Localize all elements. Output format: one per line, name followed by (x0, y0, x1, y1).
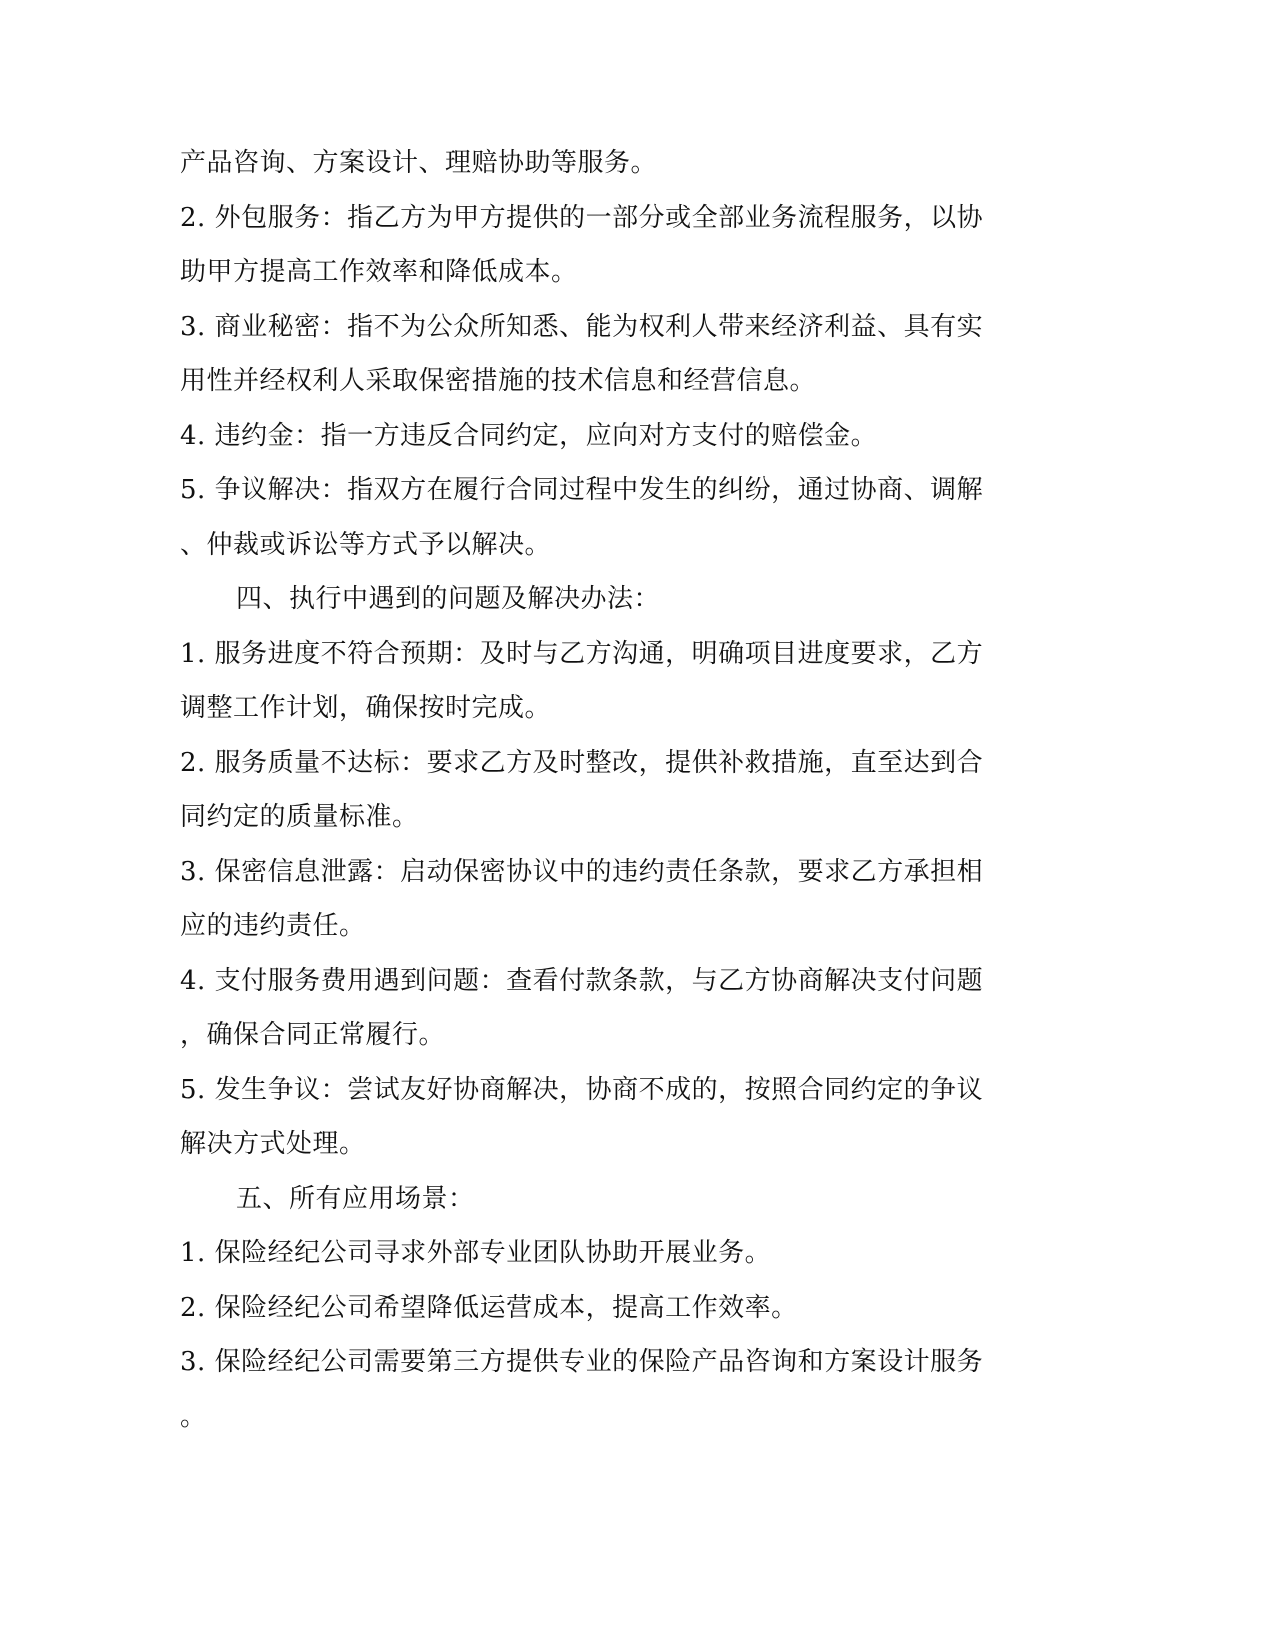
text-line: 解决方式处理。 (180, 1129, 366, 1159)
list-item-scenario-3: 3. 保险经纪公司需要第三方提供专业的保险产品咨询和方案设计服务 (180, 1347, 984, 1377)
section-heading-problems-solutions: 四、执行中遇到的问题及解决办法： (236, 584, 661, 614)
list-item-trade-secret: 3. 商业秘密：指不为公众所知悉、能为权利人带来经济利益、具有实 (180, 311, 984, 342)
text-line: 应的违约责任。 (180, 911, 366, 941)
list-item-disputes: 5. 发生争议：尝试友好协商解决，协商不成的，按照合同约定的争议 (180, 1074, 984, 1105)
list-item-progress: 1. 服务进度不符合预期：及时与乙方沟通，明确项目进度要求，乙方 (180, 638, 984, 669)
text-line: 、仲裁或诉讼等方式予以解决。 (180, 529, 552, 560)
list-item-dispute-resolution: 5. 争议解决：指双方在履行合同过程中发生的纠纷，通过协商、调解 (180, 475, 984, 505)
text-line: 用性并经权利人采取保密措施的技术信息和经营信息。 (180, 366, 817, 396)
text-line: ，确保合同正常履行。 (180, 1020, 446, 1050)
text-line: 。 (180, 1401, 207, 1432)
list-item-outsourcing-service: 2. 外包服务：指乙方为甲方提供的一部分或全部业务流程服务，以协 (180, 202, 984, 233)
list-item-scenario-2: 2. 保险经纪公司希望降低运营成本，提高工作效率。 (180, 1292, 798, 1323)
list-item-liquidated-damages: 4. 违约金：指一方违反合同约定，应向对方支付的赔偿金。 (180, 420, 878, 451)
text-line: 产品咨询、方案设计、理赔协助等服务。 (180, 148, 658, 178)
section-heading-application-scenarios: 五、所有应用场景： (236, 1183, 475, 1214)
text-line: 同约定的质量标准。 (180, 802, 419, 832)
document-body (180, 136, 1040, 1444)
list-item-payment-issues: 4. 支付服务费用遇到问题：查看付款条款，与乙方协商解决支付问题 (180, 965, 984, 996)
list-item-scenario-1: 1. 保险经纪公司寻求外部专业团队协助开展业务。 (180, 1238, 772, 1268)
list-item-confidentiality-leak: 3. 保密信息泄露：启动保密协议中的违约责任条款，要求乙方承担相 (180, 856, 984, 887)
text-line: 助甲方提高工作效率和降低成本。 (180, 257, 578, 287)
list-item-quality: 2. 服务质量不达标：要求乙方及时整改，提供补救措施，直至达到合 (180, 747, 984, 778)
text-line: 调整工作计划，确保按时完成。 (180, 693, 552, 723)
